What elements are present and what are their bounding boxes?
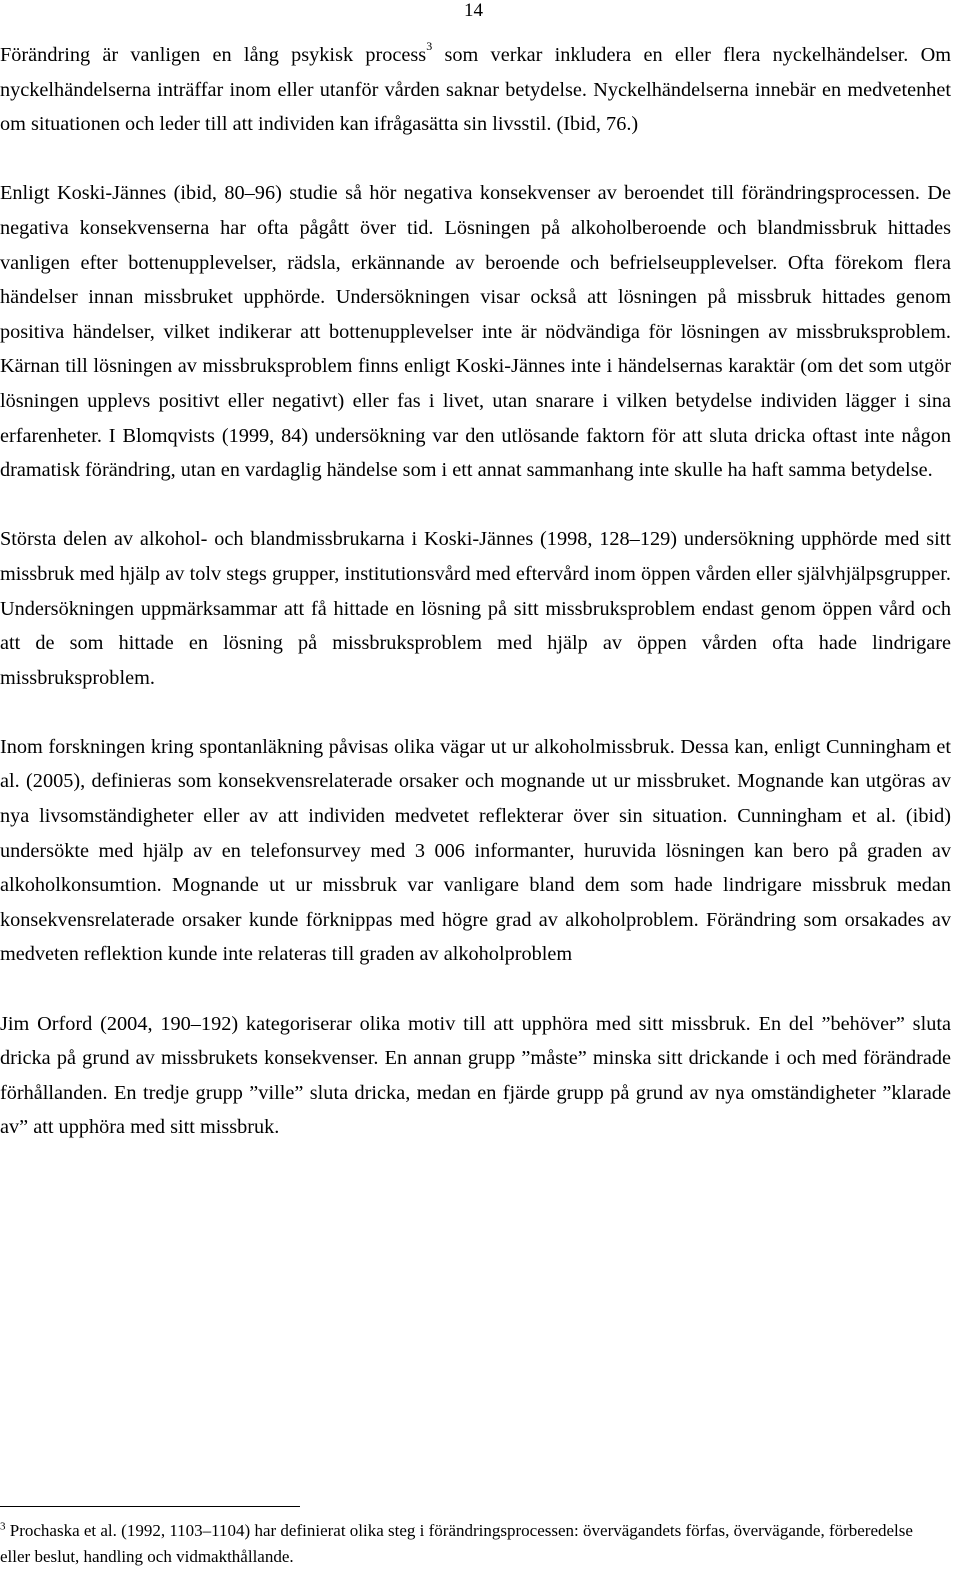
footnote-text: Prochaska et al. (1992, 1103–1104) har definierat olika steg i förändringsprocessen: övervägandets förfas, övervägande, förberedelse eller beslut, handling och vidmakthållande.	[0, 1521, 913, 1566]
footnote-reference[interactable]: 3	[426, 39, 433, 54]
body-text	[0, 38, 951, 1145]
page-number: 14	[464, 0, 483, 21]
paragraph-orford-motives: Jim Orford (2004, 190–192) kategoriserar olika motiv till att upphöra med sitt missbruk. En del ”behöver” sluta dricka på grund av missbrukets konsekvenser. En annan grupp ”måste” minska sitt drickande i och med förändrade förhållanden. En tredje grupp ”ville” sluta dricka, medan en fjärde grupp på grund av nya omständigheter ”klarade av” att upphöra med sitt missbruk.	[0, 1012, 951, 1139]
footnote-divider	[0, 1506, 300, 1507]
paragraph-treatment-groups: Största delen av alkohol- och blandmissbrukarna i Koski-Jännes (1998, 128–129) undersökning upphörde med sitt missbruk med hjälp av tolv stegs grupper, institutionsvård med eftervård inom öppen vården eller självhjälpsgrupper. Undersökningen uppmärksammar att få hittade en lösning på sitt missbruksproblem endast genom öppen vård och att de som hittade en lösning på missbruksproblem med hjälp av öppen vården ofta hade lindrigare missbruksproblem.	[0, 528, 951, 689]
paragraph-koski-jannes-study: Enligt Koski-Jännes (ibid, 80–96) studie så hör negativa konsekvenser av beroendet till förändringsprocessen. De negativa konsekvenserna har ofta pågått över tid. Lösningen på alkoholberoende och blandmissbruk hittades vanligen efter bottenupplevelser, rädsla, erkännande av beroende och befrielseupplevelser. Ofta förekom flera händelser innan missbruket upphörde. Undersökningen visar också att lösningen på missbruk hittades genom positiva händelser, vilket indikerar att bottenupplevelser inte är nödvändiga för lösningen av missbruksproblem. Kärnan till lösningen av missbruksproblem finns enligt Koski-Jännes inte i händelsernas karaktär (om det som utgör lösningen upplevs positivt eller negativt) eller fas i livet, utan snarare i vilken betydelse individen lägger i sina erfarenheter. I Blomqvists (1999, 84) undersökning var den utlösande faktorn för att sluta dricka oftast inte någon dramatisk förändring, utan en vardaglig händelse som i ett annat sammanhang inte skulle ha haft samma betydelse.	[0, 182, 951, 482]
paragraph-spontaneous-recovery: Inom forskningen kring spontanläkning påvisas olika vägar ut ur alkoholmissbruk. Dessa kan, enligt Cunningham et al. (2005), definieras som konsekvensrelaterade orsaker och mognande ut ur missbruket. Mognande kan utgöras av nya livsomständigheter eller av att individen medvetet reflekterar över sin situation. Cunningham et al. (ibid) undersökte med hjälp av en telefonsurvey med 3 006 informanter, huruvida lösningen kan bero på graden av alkoholkonsumtion. Mognande ut ur missbruk var vanligare bland dem som hade lindrigare missbruk medan konsekvensrelaterade orsaker kunde förknippas med högre grad av alkoholproblem. Förändring som orsakades av medveten reflektion kunde inte relateras till graden av alkoholproblem	[0, 735, 951, 966]
paragraph-text: som verkar inkludera en eller flera nyckelhändelser. Om nyckelhändelserna inträffar inom eller utanför vården saknar betydelse. Nyckelhändelserna innebär en medvetenhet om situationen och leder till att individen kan ifrågasätta sin livsstil. (Ibid, 76.)	[0, 44, 951, 136]
footnote	[0, 1518, 930, 1570]
paragraph-text: Förändring är vanligen en lång psykisk process	[0, 44, 427, 66]
footnote-marker: 3	[0, 1520, 6, 1533]
paragraph-process-of-change	[0, 38, 951, 142]
